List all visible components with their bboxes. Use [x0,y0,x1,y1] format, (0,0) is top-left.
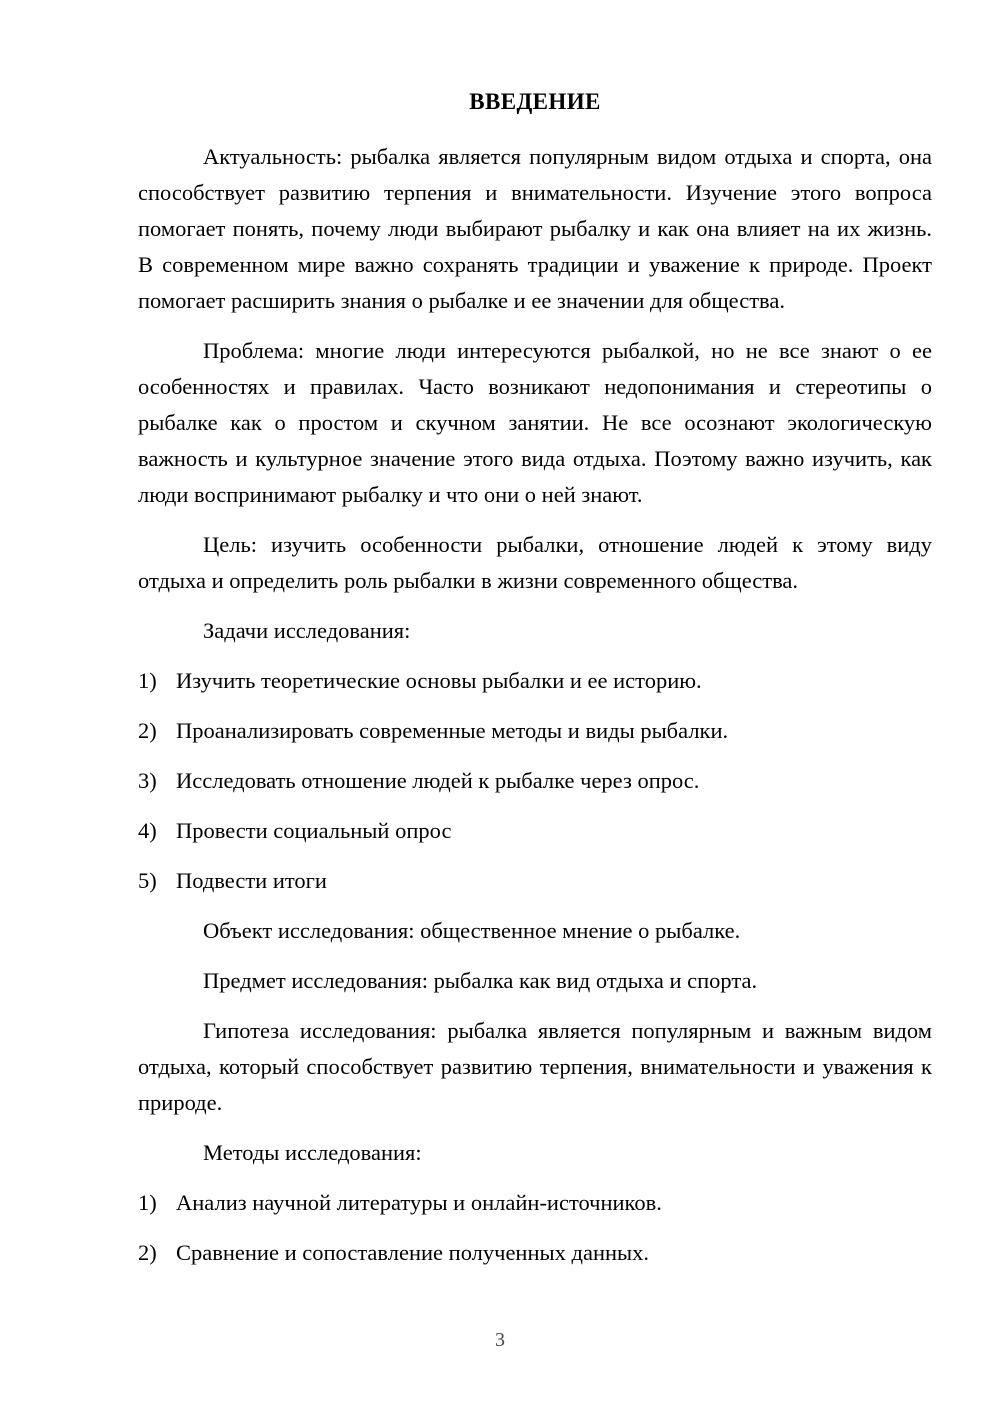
list-item [138,713,932,749]
list-item [138,763,932,799]
list-item-marker: 1) [138,667,157,693]
list-item-label: Исследовать отношение людей к рыбалке через опрос. [176,767,700,793]
paragraph-problem: Проблема: многие люди интересуются рыбалкой, но не все знают о ее особенностях и правилах. Часто возникают недопонимания и стереотипы о рыбалке как о простом и скучном занятии. Не все осознают экологическую важность и культурное значение этого вида отдыха. Поэтому важно изучить, как люди воспринимают рыбалку и что они о ней знают. [138,337,932,507]
page-content [138,88,932,1285]
list-item-label: Подвести итоги [176,867,327,893]
methods-label: Методы исследования: [203,1139,422,1165]
list-item-marker: 2) [138,717,157,743]
list-item [138,813,932,849]
page-title: ВВЕДЕНИЕ [469,89,601,114]
list-item-marker: 4) [138,817,157,843]
list-item-marker: 5) [138,867,157,893]
list-item-label: Анализ научной литературы и онлайн-источников. [176,1189,662,1215]
methods-list [138,1185,932,1271]
page-number: 3 [495,1329,505,1351]
list-item-marker: 2) [138,1239,157,1265]
list-item [138,663,932,699]
paragraph-relevance: Актуальность: рыбалка является популярным видом отдыха и спорта, она способствует развитию терпения и внимательности. Изучение этого вопроса помогает понять, почему люди выбирают рыбалку и как она влияет на их жизнь. В современном мире важно сохранять традиции и уважение к природе. Проект помогает расширить знания о рыбалке и ее значении для общества. [138,143,932,313]
list-item [138,863,932,899]
tasks-label: Задачи исследования: [203,617,411,643]
list-item-label: Проанализировать современные методы и виды рыбалки. [176,717,729,743]
list-item-marker: 3) [138,767,157,793]
tasks-list [138,663,932,899]
list-item-marker: 1) [138,1189,157,1215]
list-item-label: Провести социальный опрос [176,817,452,843]
list-item-label: Изучить теоретические основы рыбалки и ее историю. [176,667,702,693]
list-item-label: Сравнение и сопоставление полученных данных. [176,1239,650,1265]
list-item [138,1235,932,1271]
paragraph-goal: Цель: изучить особенности рыбалки, отношение людей к этому виду отдыха и определить роль рыбалки в жизни современного общества. [138,531,932,593]
list-item [138,1185,932,1221]
paragraph-subject: Предмет исследования: рыбалка как вид отдыха и спорта. [203,967,758,993]
paragraph-hypothesis: Гипотеза исследования: рыбалка является популярным и важным видом отдыха, который способствует развитию терпения, внимательности и уважения к природе. [138,1017,932,1115]
paragraph-object: Объект исследования: общественное мнение о рыбалке. [203,917,741,943]
